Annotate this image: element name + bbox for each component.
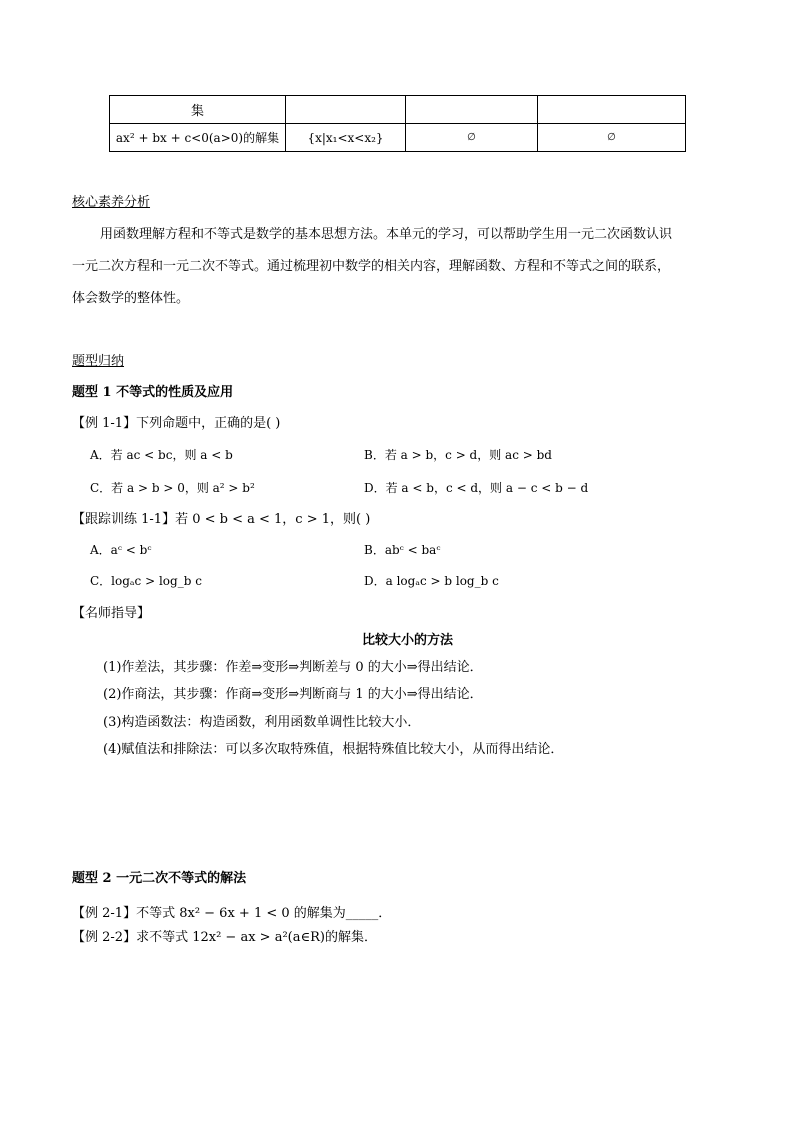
paragraph-line: 用函数理解方程和不等式是数学的基本思想方法。本单元的学习，可以帮助学生用一元二次函数认识 bbox=[100, 227, 673, 242]
paragraph-line: 体会数学的整体性。 bbox=[72, 291, 190, 306]
option-c: C．若 a > b > 0，则 a² > b² bbox=[90, 481, 255, 495]
table-cell: {x|x₁<x<x₂} bbox=[286, 124, 406, 152]
method-item: (4)赋值法和排除法：可以多次取特殊值，根据特殊值比较大小，从而得出结论． bbox=[103, 742, 564, 757]
teacher-guidance-label: 【名师指导】 bbox=[72, 606, 151, 621]
option-a: A．aᶜ < bᶜ bbox=[90, 543, 152, 557]
type2-title: 题型 2 一元二次不等式的解法 bbox=[72, 871, 247, 886]
method-item: (3)构造函数法：构造函数，利用函数单调性比较大小． bbox=[103, 715, 421, 730]
example-text: 不等式 8x² − 6x + 1 < 0 的解集为_____． bbox=[136, 906, 392, 921]
example-label: 【例 2-1】 bbox=[72, 906, 137, 921]
example-1-1 bbox=[72, 412, 280, 431]
example-text: 求不等式 12x² − ax > a²(a∈R)的解集． bbox=[136, 930, 377, 945]
option-d: D．若 a < b，c < d，则 a − c < b − d bbox=[364, 481, 589, 495]
example-label: 【例 1-1】 bbox=[72, 416, 137, 431]
tracking-label: 【跟踪训练 1-1】 bbox=[72, 512, 176, 527]
paragraph-line: 一元二次方程和一元二次不等式。通过梳理初中数学的相关内容，理解函数、方程和不等式之间的联系， bbox=[72, 259, 671, 274]
option-c: C．logₐc > log_b c bbox=[90, 574, 202, 588]
table-cell: 集 bbox=[110, 96, 286, 124]
tracking-text: 若 0 < b < a < 1，c > 1，则( ) bbox=[175, 512, 371, 527]
option-b: B．abᶜ < baᶜ bbox=[364, 543, 441, 557]
method-title: 比较大小的方法 bbox=[362, 633, 454, 648]
table-row bbox=[110, 124, 686, 152]
section-heading-types: 题型归纳 bbox=[72, 354, 125, 369]
table-cell bbox=[406, 96, 538, 124]
table-cell: ∅ bbox=[406, 124, 538, 152]
example-2-2 bbox=[72, 926, 377, 945]
method-item: (2)作商法，其步骤：作商⇒变形⇒判断商与 1 的大小⇒得出结论． bbox=[103, 687, 483, 702]
type1-title: 题型 1 不等式的性质及应用 bbox=[72, 385, 234, 400]
example-2-1 bbox=[72, 902, 391, 921]
section-heading-core: 核心素养分析 bbox=[72, 195, 151, 210]
method-item: (1)作差法，其步骤：作差⇒变形⇒判断差与 0 的大小⇒得出结论． bbox=[103, 660, 483, 675]
table-cell: ∅ bbox=[538, 124, 686, 152]
solution-set-table bbox=[109, 95, 686, 152]
table-cell: ax² + bx + c<0(a>0)的解集 bbox=[110, 124, 286, 152]
example-label: 【例 2-2】 bbox=[72, 930, 137, 945]
table-row bbox=[110, 96, 686, 124]
option-d: D．a logₐc > b log_b c bbox=[364, 574, 499, 588]
table-cell bbox=[538, 96, 686, 124]
example-text: 下列命题中，正确的是( ) bbox=[136, 416, 281, 431]
option-a: A．若 ac < bc，则 a < b bbox=[90, 448, 233, 462]
table-cell bbox=[286, 96, 406, 124]
tracking-1-1 bbox=[72, 508, 370, 527]
option-b: B．若 a > b，c > d，则 ac > bd bbox=[364, 448, 552, 462]
